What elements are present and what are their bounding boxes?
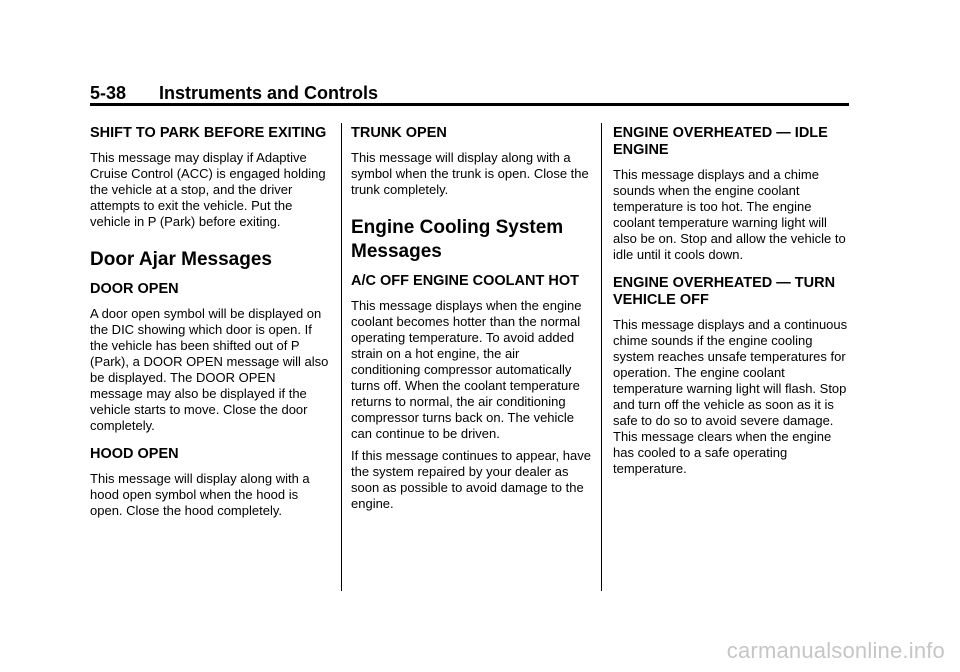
column-divider-2 — [601, 123, 602, 591]
ac-off-heading: A/C OFF ENGINE COOLANT HOT — [351, 273, 579, 289]
shift-to-park-heading: SHIFT TO PARK BEFORE EXITING — [90, 125, 327, 141]
column-1 — [90, 125, 330, 525]
page-header — [90, 82, 849, 104]
trunk-open-body: This message will display along with a symbol when the trunk is open. Close the trunk completely. — [351, 150, 589, 197]
column-2 — [351, 125, 591, 518]
door-open-body: A door open symbol will be displayed on the DIC showing which door is open. If the vehicle has been shifted out of P (Park), a DOOR OPEN message will also be displayed. The DOOR OPEN message may also be displayed if the vehicle starts to move. Close the door completely. — [90, 306, 329, 433]
page-number: 5-38 — [90, 83, 127, 103]
engine-cooling-heading: Engine Cooling System Messages — [351, 217, 564, 262]
door-ajar-heading: Door Ajar Messages — [90, 249, 272, 270]
overheated-turn-off-body: This message displays and a continuous chime sounds if the engine cooling system reaches unsafe temperatures for operation. The engine coolant temperature warning light will flash. Stop and turn off the vehicle as soon as it is safe to do so to avoid severe damage. This message clears when the engine has cooled to a safe operating temperature. — [613, 317, 848, 476]
ac-off-body-1: This message displays when the engine coolant becomes hotter than the normal operating temperature. To avoid added strain on a hot engine, the air conditioning compressor automatically turns off. When the coolant temperature returns to normal, the air conditioning compressor turns back on. The vehicle can continue to be driven. — [351, 298, 582, 441]
ac-off-body-2: If this message continues to appear, have the system repaired by your dealer as soon as possible to avoid damage to the engine. — [351, 448, 591, 511]
overheated-idle-body: This message displays and a chime sounds when the engine coolant temperature is too hot. The engine coolant temperature warning light will also be on. Stop and allow the vehicle to idle until it cools down. — [613, 167, 846, 262]
door-open-heading: DOOR OPEN — [90, 281, 179, 297]
hood-open-heading: HOOD OPEN — [90, 446, 179, 462]
hood-open-body: This message will display along with a hood open symbol when the hood is open. Close the hood completely. — [90, 471, 310, 518]
overheated-idle-heading: ENGINE OVERHEATED — IDLE ENGINE — [613, 125, 828, 158]
overheated-turn-off-heading: ENGINE OVERHEATED — TURN VEHICLE OFF — [613, 275, 836, 308]
section-title: Instruments and Controls — [159, 83, 379, 103]
column-divider-1 — [341, 123, 342, 591]
shift-to-park-body: This message may display if Adaptive Cruise Control (ACC) is engaged holding the vehicle at a stop, and the driver attempts to exit the vehicle. Put the vehicle in P (Park) before exiting. — [90, 150, 326, 229]
header-rule — [90, 103, 849, 106]
trunk-open-heading: TRUNK OPEN — [351, 125, 447, 141]
watermark: carmanualsonline.info — [726, 638, 945, 663]
column-3 — [613, 125, 853, 483]
